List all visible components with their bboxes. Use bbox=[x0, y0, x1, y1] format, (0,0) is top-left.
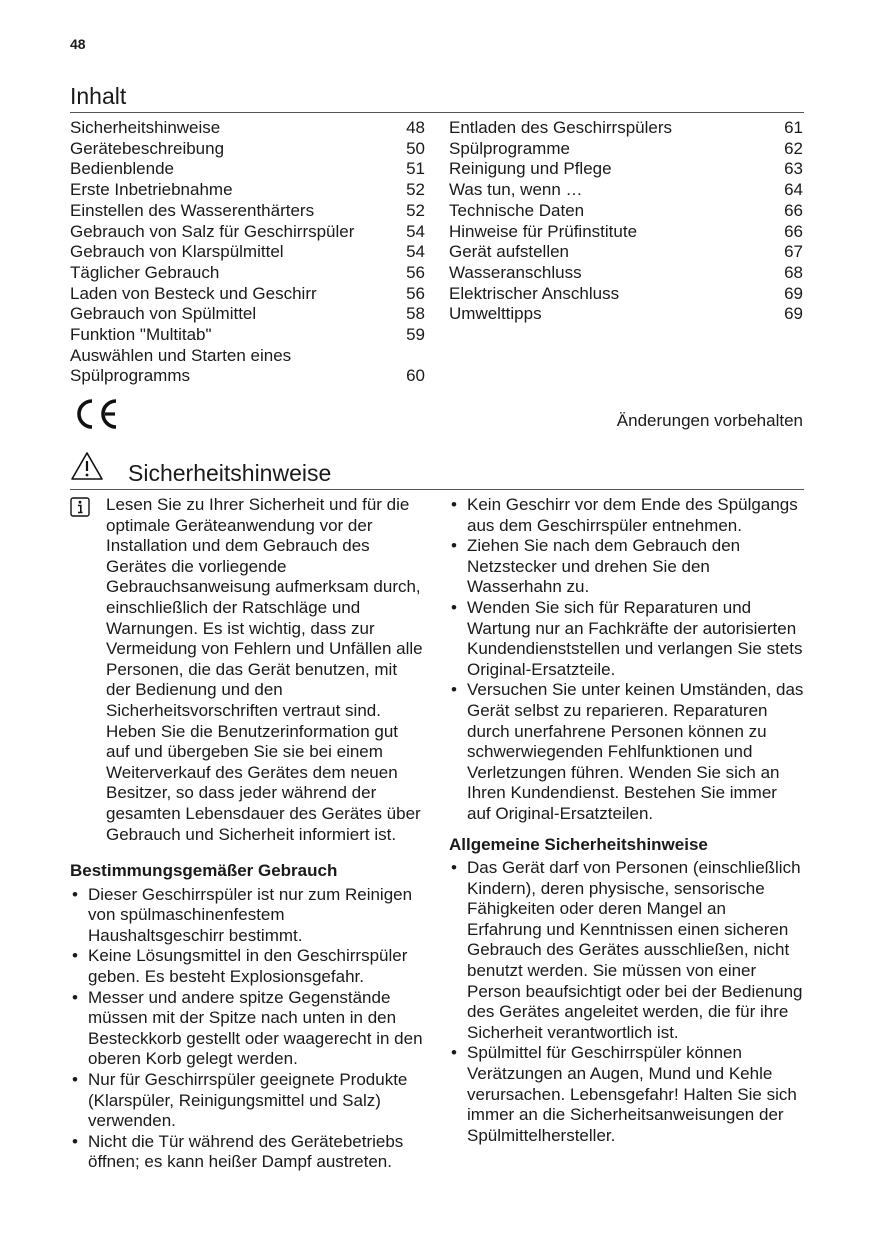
toc-entry bbox=[70, 304, 425, 325]
toc-entry-page: 60 bbox=[406, 366, 425, 386]
toc-entry-page: 56 bbox=[406, 283, 425, 303]
toc-entry-page: 59 bbox=[406, 325, 425, 345]
bullet-item: • Dieser Geschirrspüler ist nur zum Reinigen von spülmaschinenfestem Haushaltsgeschirr bestimmt. bbox=[70, 885, 425, 947]
bullet-item: • Nicht die Tür während des Gerätebetriebs öffnen; es kann heißer Dampf austreten. bbox=[70, 1132, 425, 1173]
bullet-item: • Nur für Geschirrspüler geeignete Produkte (Klarspüler, Reinigungsmittel und Salz) verwenden. bbox=[70, 1070, 425, 1132]
general-safety-heading: Allgemeine Sicherheitshinweise bbox=[449, 834, 708, 854]
toc-entry bbox=[449, 284, 803, 305]
safety-left-column bbox=[70, 495, 425, 1173]
toc-left-column bbox=[70, 118, 425, 387]
toc-entry-page: 56 bbox=[406, 262, 425, 282]
toc-entry bbox=[70, 346, 425, 367]
toc-entry-title: Reinigung und Pflege bbox=[449, 159, 612, 179]
toc-entry-title: Laden von Besteck und Geschirr bbox=[70, 283, 317, 303]
toc-entry-page: 64 bbox=[784, 180, 803, 200]
toc-entry-page: 52 bbox=[406, 180, 425, 200]
bullet-item: • Versuchen Sie unter keinen Umständen, das Gerät selbst zu reparieren. Reparaturen durch unerfahrene Personen können zu schwerwiegenden Fehlfunktionen und Verletzungen führen. Wenden Sie sich an Ihren Kundendienst. Bestehen Sie immer auf Original-Ersatzteilen. bbox=[449, 680, 805, 824]
toc-entry bbox=[449, 180, 803, 201]
safety-right-column bbox=[449, 495, 805, 1146]
toc-entry-title: Täglicher Gebrauch bbox=[70, 262, 220, 282]
toc-entry bbox=[70, 263, 425, 284]
toc-entry-title: Hinweise für Prüfinstitute bbox=[449, 221, 638, 241]
toc-divider bbox=[70, 112, 804, 113]
toc-entry-title: Spülprogramme bbox=[449, 138, 570, 158]
bullet-item: • Das Gerät darf von Personen (einschließlich Kindern), deren physische, sensorische Fähigkeiten oder deren Mangel an Erfahrung und Kenntnissen einen sicheren Gebrauch des Gerätes ausschließen, nicht benutzt werden. Sie müssen von einer Person beaufsichtigt oder bei der Bedienung des Gerätes angeleitet werden, die für ihre Sicherheit verantwortlich ist. bbox=[449, 858, 805, 1043]
info-note bbox=[70, 495, 425, 845]
toc-entry-page: 61 bbox=[784, 118, 803, 137]
changes-note: Änderungen vorbehalten bbox=[616, 411, 803, 430]
toc-entry bbox=[70, 201, 425, 222]
toc-entry-page: 66 bbox=[784, 200, 803, 220]
safety-divider bbox=[70, 489, 804, 490]
toc-entry bbox=[70, 284, 425, 305]
toc-entry-page: 58 bbox=[406, 304, 425, 324]
general-safety-list bbox=[449, 858, 805, 1146]
toc-entry-title: Technische Daten bbox=[449, 200, 585, 220]
toc-entry-title: Entladen des Geschirrspülers bbox=[449, 118, 673, 137]
toc-entry bbox=[449, 263, 803, 284]
toc-entry-page: 52 bbox=[406, 200, 425, 220]
toc-entry-title: Gebrauch von Salz für Geschirrspüler bbox=[70, 221, 355, 241]
toc-entry-page: 48 bbox=[406, 118, 425, 137]
bullet-item: • Wenden Sie sich für Reparaturen und Wartung nur an Fachkräfte der autorisierten Kundendienststellen und verlangen Sie stets Original-Ersatzteile. bbox=[449, 598, 805, 680]
bullet-item: • Spülmittel für Geschirrspüler können Verätzungen an Augen, Mund und Kehle verursachen. Lebensgefahr! Halten Sie sich immer an die Sicherheitsanweisungen der Spülmittelhersteller. bbox=[449, 1043, 805, 1146]
toc-entry-page: 67 bbox=[784, 242, 803, 262]
toc-entry bbox=[70, 118, 425, 139]
page-number: 48 bbox=[70, 36, 86, 52]
intended-use-list bbox=[70, 885, 425, 1173]
toc-entry bbox=[70, 159, 425, 180]
toc-entry bbox=[70, 180, 425, 201]
toc-title: Inhalt bbox=[70, 83, 127, 109]
safety-section-title: Sicherheitshinweise bbox=[128, 460, 332, 486]
warning-triangle-icon bbox=[70, 451, 104, 481]
toc-entry-title: Gebrauch von Klarspülmittel bbox=[70, 242, 284, 262]
safety-bullet-list bbox=[449, 495, 805, 825]
toc-right-column bbox=[449, 118, 803, 325]
toc-entry bbox=[449, 201, 803, 222]
toc-entry-page: 63 bbox=[784, 159, 803, 179]
toc-entry-title: Elektrischer Anschluss bbox=[449, 283, 620, 303]
toc-entry-page: 66 bbox=[784, 221, 803, 241]
toc-entry-title: Bedienblende bbox=[70, 159, 174, 179]
toc-entry-title: Gerätebeschreibung bbox=[70, 138, 225, 158]
toc-entry-title: Einstellen des Wasserenthärters bbox=[70, 200, 315, 220]
info-icon bbox=[70, 497, 90, 517]
toc-entry bbox=[70, 325, 425, 346]
toc-entry bbox=[449, 139, 803, 160]
toc-entry-page: 62 bbox=[784, 138, 803, 158]
toc-entry-title: Sicherheitshinweise bbox=[70, 118, 221, 137]
toc-entry-title: Gerät aufstellen bbox=[449, 242, 570, 262]
bullet-item: • Ziehen Sie nach dem Gebrauch den Netzstecker und drehen Sie den Wasserhahn zu. bbox=[449, 536, 805, 598]
toc-entry-title: Auswählen und Starten eines bbox=[70, 345, 292, 365]
toc-entry-title: Spülprogramms bbox=[70, 366, 190, 386]
bullet-item: • Messer und andere spitze Gegenstände müssen mit der Spitze nach unten in den Besteckkorb gestellt oder waagerecht in den oberen Korb gelegt werden. bbox=[70, 988, 425, 1070]
toc-entry-page: 54 bbox=[406, 242, 425, 262]
toc-entry bbox=[449, 242, 803, 263]
toc-entry-page: 50 bbox=[406, 138, 425, 158]
bullet-item: • Keine Lösungsmittel in den Geschirrspüler geben. Es besteht Explosionsgefahr. bbox=[70, 946, 425, 987]
intended-use-heading: Bestimmungsgemäßer Gebrauch bbox=[70, 861, 338, 881]
toc-entry bbox=[70, 222, 425, 243]
toc-entry-page: 51 bbox=[406, 159, 425, 179]
toc-entry bbox=[449, 118, 803, 139]
bullet-item: • Kein Geschirr vor dem Ende des Spülgangs aus dem Geschirrspüler entnehmen. bbox=[449, 495, 805, 536]
toc-entry bbox=[449, 304, 803, 325]
toc-entry-title: Wasseranschluss bbox=[449, 262, 582, 282]
toc-entry-page: 69 bbox=[784, 283, 803, 303]
toc-entry-page: 69 bbox=[784, 304, 803, 324]
toc-entry bbox=[70, 139, 425, 160]
toc-entry-title: Was tun, wenn … bbox=[449, 180, 583, 200]
safety-intro-text: Lesen Sie zu Ihrer Sicherheit und für die optimale Geräteanwendung vor der Installation und dem Gebrauch des Gerätes die vorliegende Gebrauchsanweisung aufmerksam durch, einschließlich der Ratschläge und Warnungen. Es ist wichtig, dass zur Vermeidung von Fehlern und Unfällen alle Personen, die das Gerät benutzen, mit der Bedienung und den Sicherheitsvorschriften vertraut sind. Heben Sie die Benutzerinformation gut auf und übergeben Sie sie bei einem Weiterverkauf des Gerätes dem neuen Besitzer, so dass jeder während der gesamten Lebensdauer des Gerätes über Gebrauch und Sicherheit informiert ist. bbox=[106, 495, 423, 844]
toc-entry bbox=[449, 159, 803, 180]
toc-entry-title: Funktion "Multitab" bbox=[70, 325, 212, 345]
toc-entry-title: Gebrauch von Spülmittel bbox=[70, 304, 257, 324]
toc-entry-title: Erste Inbetriebnahme bbox=[70, 180, 233, 200]
toc-entry-page: 54 bbox=[406, 221, 425, 241]
toc-entry bbox=[70, 242, 425, 263]
toc-entry bbox=[449, 222, 803, 243]
ce-mark-logo bbox=[70, 398, 120, 430]
toc-entry-title: Umwelttipps bbox=[449, 304, 542, 324]
toc-entry-page: 68 bbox=[784, 262, 803, 282]
toc-entry bbox=[70, 366, 425, 387]
